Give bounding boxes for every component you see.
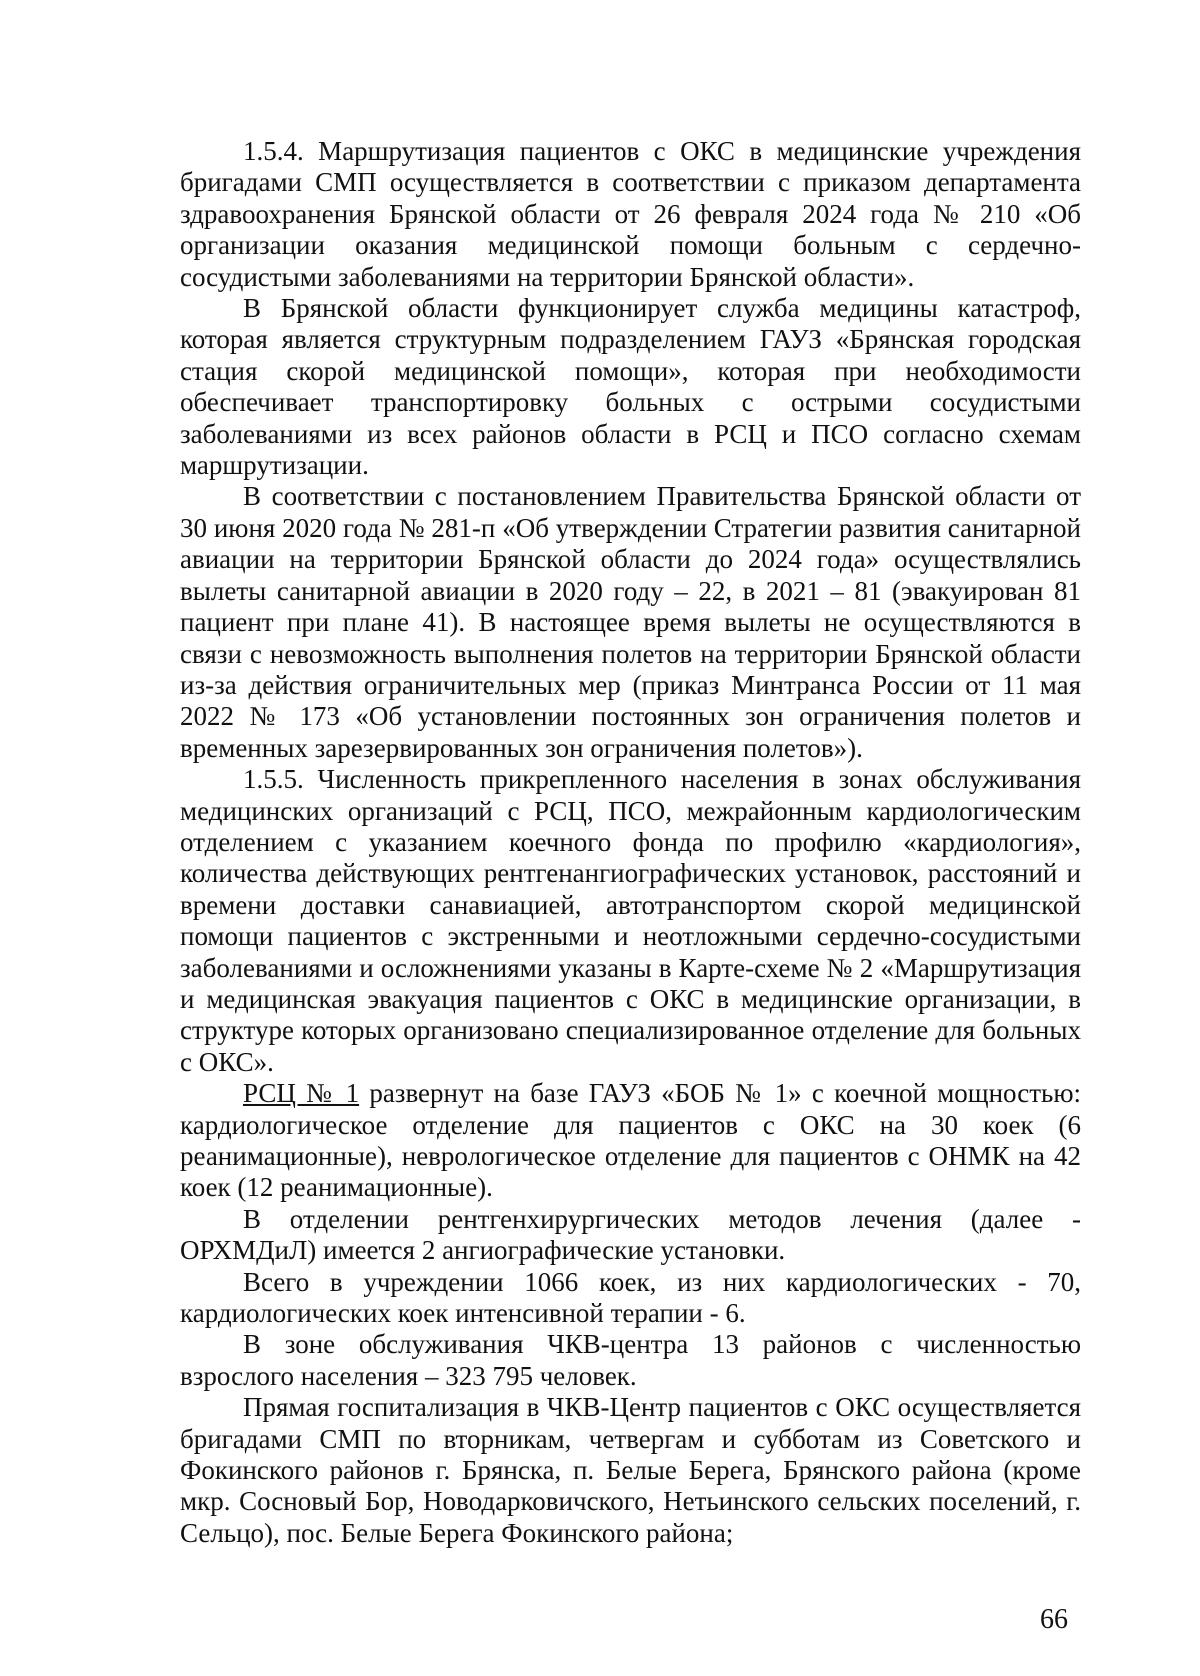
rsc-heading: РСЦ № 1 — [243, 1078, 360, 1109]
page-number: 66 — [1040, 1604, 1068, 1635]
document-body — [180, 136, 1081, 1549]
paragraph-1-5-4: 1.5.4. Маршрутизация пациентов с ОКС в медицинские учреждения бригадами СМП осуществляется в соответствии с приказом департамента здравоохранения Брянской области от 26 февраля 2024 года № 210 «Об организации оказания медицинской помощи больным с сердечно-сосудистыми заболеваниями на территории Брянской области». — [180, 136, 1081, 292]
paragraph-disaster-medicine-service: В Брянской области функционирует служба медицины катастроф, которая является структурным подразделением ГАУЗ «Брянская городская стация скорой медицинской помощи», которая при необходимости обеспечивает транспортировку больных с острыми сосудистыми заболеваниями из всех районов области в РСЦ и ПСО согласно схемам маршрутизации. — [180, 293, 1081, 481]
paragraph-direct-hospitalization: Прямая госпитализация в ЧКВ-Центр пациентов с ОКС осуществляется бригадами СМП по вторникам, четвергам и субботам из Советского и Фокинского районов г. Брянска, п. Белые Берега, Брянского района (кроме мкр. Сосновый Бор, Новодарковичского, Нетьинского сельских поселений, г. Сельцо), пос. Белые Берега Фокинского района; — [180, 1392, 1081, 1548]
rsc-description: развернут на базе ГАУЗ «БОБ № 1» с коечной мощностью: кардиологическое отделение для пациентов с ОКС на 30 коек (6 реанимационные), неврологическое отделение для пациентов с ОНМК на 42 коек (12 реанимационные). — [180, 1078, 1081, 1203]
paragraph-total-beds: Всего в учреждении 1066 коек, из них кардиологических - 70, кардиологических коек интенсивной терапии - 6. — [180, 1266, 1081, 1329]
paragraph-sanitary-aviation: В соответствии с постановлением Правительства Брянской области от 30 июня 2020 года № 281-п «Об утверждении Стратегии развития санитарной авиации на территории Брянской области до 2024 года» осуществлялись вылеты санитарной авиации в 2020 году – 22, в 2021 – 81 (эвакуирован 81 пациент при плане 41). В настоящее время вылеты не осуществляются в связи с невозможность выполнения полетов на территории Брянской области из-за действия ограничительных мер (приказ Минтранса России от 11 мая 2022 № 173 «Об установлении постоянных зон ограничения полетов и временных зарезервированных зон ограничения полетов»). — [180, 481, 1081, 763]
paragraph-rsc-1 — [180, 1078, 1081, 1204]
paragraph-pci-zone: В зоне обслуживания ЧКВ-центра 13 районов с численностью взрослого населения – 323 795 человек. — [180, 1329, 1081, 1391]
paragraph-1-5-5: 1.5.5. Численность прикрепленного населения в зонах обслуживания медицинских организаций с РСЦ, ПСО, межрайонным кардиологическим отделением с указанием коечного фонда по профилю «кардиология», количества действующих рентгенангиографических установок, расстояний и времени доставки санавиацией, автотранспортом скорой медицинской помощи пациентов с экстренными и неотложными сердечно-сосудистыми заболеваниями и осложнениями указаны в Карте-схеме № 2 «Маршрутизация и медицинская эвакуация пациентов с ОКС в медицинские организации, в структуре которых организовано специализированное отделение для больных с ОКС». — [180, 764, 1081, 1077]
paragraph-orhmdil: В отделении рентгенхирургических методов лечения (далее - ОРХМДиЛ) имеется 2 ангиографические установки. — [180, 1203, 1081, 1266]
